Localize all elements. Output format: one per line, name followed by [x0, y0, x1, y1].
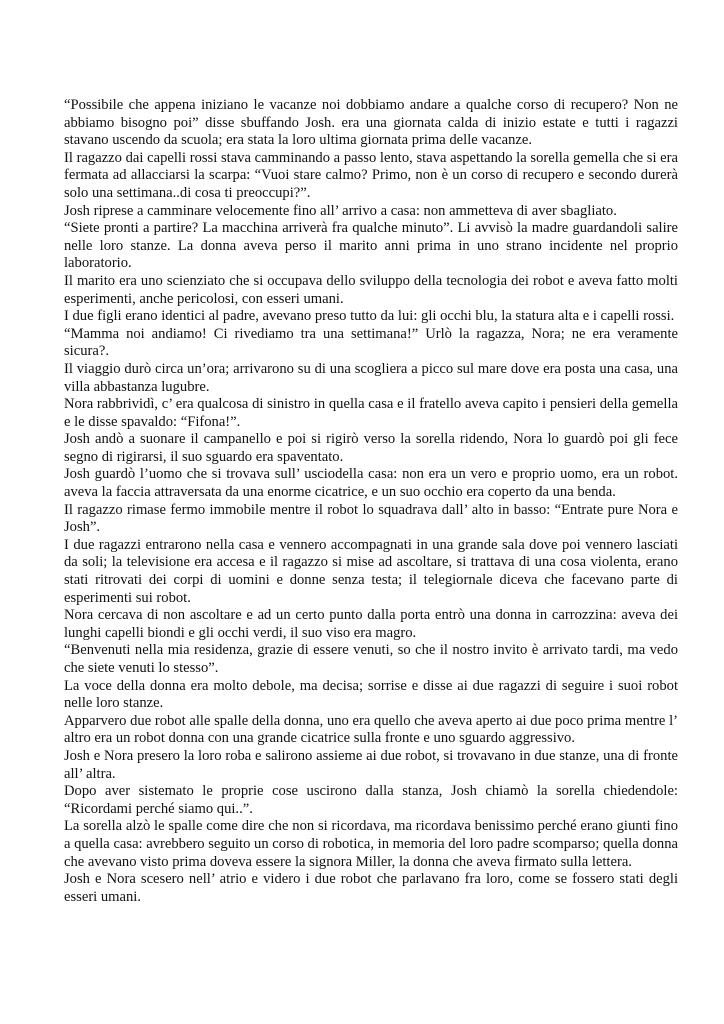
- paragraph: Il ragazzo dai capelli rossi stava camminando a passo lento, stava aspettando la sorella gemella che si era fermata ad allacciarsi la scarpa: “Vuoi stare calmo? Primo, non è un corso di recupero e secondo durerà solo una settimana..di cosa ti preoccupi?”.: [64, 149, 678, 201]
- paragraph: La sorella alzò le spalle come dire che non si ricordava, ma ricordava benissimo perché erano giunti fino a quella casa: avrebbero seguito un corso di robotica, in memoria del loro padre scomparso; quella donna che avevano visto prima doveva essere la signora Miller, la donna che aveva firmato sulla lettera.: [64, 818, 678, 870]
- paragraph: Josh e Nora presero la loro roba e salirono assieme ai due robot, si trovavano in due stanze, una di fronte all’ altra.: [64, 747, 678, 782]
- paragraph: I due figli erano identici al padre, avevano preso tutto da lui: gli occhi blu, la statura alta e i capelli rossi.: [64, 308, 675, 325]
- paragraph: Il viaggio durò circa un’ora; arrivarono su di una scogliera a picco sul mare dove era posta una casa, una villa abbastanza lugubre.: [64, 360, 678, 395]
- paragraph: Apparvero due robot alle spalle della donna, uno era quello che aveva aperto ai due poco prima mentre l’ altro era un robot donna con una grande cicatrice sulla fronte e uno sguardo aggressivo.: [64, 712, 678, 747]
- paragraph: La voce della donna era molto debole, ma decisa; sorrise e disse ai due ragazzi di seguire i suoi robot nelle loro stanze.: [64, 677, 678, 712]
- paragraph: Dopo aver sistemato le proprie cose uscirono dalla stanza, Josh chiamò la sorella chiedendole: “Ricordami perché siamo qui..”.: [64, 783, 678, 817]
- document-page: [64, 97, 678, 906]
- paragraph: “Benvenuti nella mia residenza, grazie di essere venuti, so che il nostro invito è arrivato tardi, ma vedo che siete venuti lo stesso”.: [64, 642, 678, 676]
- paragraph: Il ragazzo rimase fermo immobile mentre il robot lo squadrava dall’ alto in basso: “Entrate pure Nora e Josh”.: [64, 501, 678, 536]
- paragraph: “Possibile che appena iniziano le vacanze noi dobbiamo andare a qualche corso di recupero? Non ne abbiamo bisogno poi” disse sbuffando Josh. era una giornata calda di inizio estate e tutti i ragazzi stavano uscendo da scuola; era stata la loro ultima giornata prima delle vacanze.: [64, 97, 678, 149]
- paragraph: Josh riprese a camminare velocemente fino all’ arrivo a casa: non ammetteva di aver sbagliato.: [64, 202, 617, 219]
- paragraph: Nora cercava di non ascoltare e ad un certo punto dalla porta entrò una donna in carrozzina: aveva dei lunghi capelli biondi e gli occhi verdi, il suo viso era magro.: [64, 607, 678, 641]
- paragraph: Josh e Nora scesero nell’ atrio e videro i due robot che parlavano fra loro, come se fossero stati degli esseri umani.: [64, 871, 678, 905]
- paragraph: Josh guardò l’uomo che si trovava sull’ usciodella casa: non era un vero e proprio uomo, era un robot. aveva la faccia attraversata da una enorme cicatrice, e un suo occhio era coperto da una benda.: [64, 466, 678, 501]
- paragraph: “Mamma noi andiamo! Ci rivediamo tra una settimana!” Urlò la ragazza, Nora; ne era veramente sicura?.: [64, 325, 678, 360]
- paragraph: Il marito era uno scienziato che si occupava dello sviluppo della tecnologia dei robot e aveva fatto molti esperimenti, anche pericolosi, con esseri umani.: [64, 272, 678, 307]
- paragraph: I due ragazzi entrarono nella casa e vennero accompagnati in una grande sala dove poi vennero lasciati da soli; la televisione era accesa e il ragazzo si mise ad ascoltare, si trattava di una cosa violenta, erano stati ritrovati dei corpi di uomini e donne senza testa; il telegiornale diceva che facevano parte di esperimenti sui robot.: [64, 536, 678, 606]
- paragraph: “Siete pronti a partire? La macchina arriverà fra qualche minuto”. Li avvisò la madre guardandoli salire nelle loro stanze. La donna aveva perso il marito anni prima in uno strano incidente nel proprio laboratorio.: [64, 220, 678, 272]
- paragraph: Josh andò a suonare il campanello e poi si rigirò verso la sorella ridendo, Nora lo guardò poi gli fece segno di rigirarsi, il suo sguardo era spaventato.: [64, 431, 678, 465]
- paragraph: Nora rabbrividì, c’ era qualcosa di sinistro in quella casa e il fratello aveva capito i pensieri della gemella e le disse spavaldo: “Fifona!”.: [64, 396, 678, 430]
